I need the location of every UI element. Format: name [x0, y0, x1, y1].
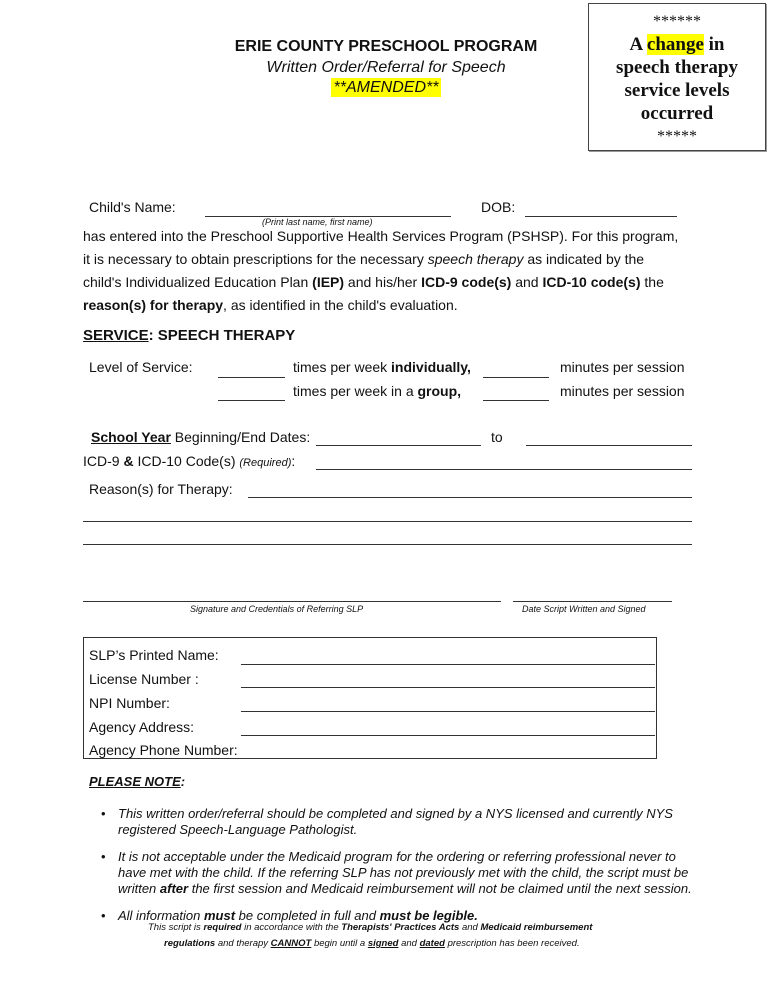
group-minutes-label: minutes per session [560, 383, 685, 399]
reason-field-2[interactable] [83, 521, 692, 522]
intro-line: child's Individualized Education Plan (IEP) and his/her ICD-9 code(s) and ICD-10 code(s) the [83, 274, 664, 290]
individual-minutes-label: minutes per session [560, 359, 685, 375]
reason-field-1[interactable] [248, 497, 692, 498]
school-year-label: School Year Beginning/End Dates: [91, 429, 311, 445]
dob-field[interactable] [525, 216, 677, 217]
note-medicaid: It is not acceptable under the Medicaid program for the ordering or referring professional never to have met with the child. If the referring SLP has not previously met with the child, the script must be written after the first session and Medicaid reimbursement will not be claimed until the next session. [118, 849, 692, 896]
footer-line-2: regulations and therapy CANNOT begin until a signed and dated prescription has been received. [164, 938, 580, 949]
license-number-label: License Number : [89, 671, 199, 687]
level-of-service-label: Level of Service: [89, 359, 193, 375]
notice-highlight: change [646, 34, 704, 55]
notice-text: in [703, 34, 725, 55]
intro-line: has entered into the Preschool Supportive Health Services Program (PSHSP). For this program, [83, 228, 679, 244]
bullet-icon: • [101, 849, 106, 864]
stars-bottom: ***** [657, 128, 697, 145]
school-year-start-field[interactable] [316, 445, 481, 446]
individual-minutes-field[interactable] [483, 377, 549, 378]
reason-label: Reason(s) for Therapy: [89, 481, 233, 497]
note-licensed-slp: This written order/referral should be completed and signed by a NYS licensed and currently NYS registered Speech-Language Pathologist. [118, 806, 673, 837]
group-times-field[interactable] [218, 400, 285, 401]
intro-line: reason(s) for therapy, as identified in the child's evaluation. [83, 297, 458, 313]
npi-number-label: NPI Number: [89, 695, 170, 711]
slp-name-label: SLP’s Printed Name: [89, 647, 219, 663]
please-note-heading: PLEASE NOTE: [89, 774, 186, 789]
notice-text: A [629, 34, 647, 55]
amended-text: **AMENDED** [331, 78, 442, 97]
date-signed-field[interactable] [513, 601, 672, 602]
icd-codes-field[interactable] [316, 469, 692, 470]
signature-caption: Signature and Credentials of Referring SLP [190, 604, 364, 614]
signature-field[interactable] [83, 601, 501, 602]
intro-paragraph [83, 225, 678, 317]
school-year-end-field[interactable] [526, 445, 692, 446]
notice-line2: speech therapy [616, 57, 738, 78]
slp-name-field[interactable] [241, 664, 655, 665]
bullet-icon: • [101, 806, 106, 821]
intro-line: it is necessary to obtain prescriptions for the necessary speech therapy as indicated by the [83, 251, 645, 267]
group-label: times per week in a group, [293, 383, 462, 399]
change-notice-box [588, 3, 766, 151]
footer-line-1: This script is required in accordance with the Therapists' Practices Acts and Medicaid reimbursement [148, 922, 593, 933]
service-heading: SERVICE: SPEECH THERAPY [83, 327, 296, 344]
notice-line3: service levels [624, 80, 730, 101]
agency-address-label: Agency Address: [89, 719, 195, 735]
individual-label: times per week individually, [293, 359, 471, 375]
bullet-icon: • [101, 908, 106, 923]
child-name-label: Child's Name: [89, 199, 176, 215]
reason-field-3[interactable] [83, 544, 692, 545]
form-subtitle: Written Order/Referral for Speech [266, 59, 506, 76]
stars-top: ****** [653, 13, 701, 30]
form-title: ERIE COUNTY PRESCHOOL PROGRAM [234, 38, 538, 55]
group-minutes-field[interactable] [483, 400, 549, 401]
agency-address-field[interactable] [241, 735, 655, 736]
individual-times-field[interactable] [218, 377, 285, 378]
npi-number-field[interactable] [241, 711, 655, 712]
license-number-field[interactable] [241, 687, 655, 688]
notice-line1 [589, 33, 765, 56]
to-label: to [491, 429, 503, 445]
agency-phone-label: Agency Phone Number: [89, 742, 238, 758]
icd-label: ICD-9 & ICD-10 Code(s) (Required): [83, 453, 296, 469]
date-caption: Date Script Written and Signed [522, 604, 646, 614]
notice-line4: occurred [640, 103, 714, 124]
note-legible: All information must be completed in full and must be legible. [118, 908, 478, 923]
dob-label: DOB: [481, 199, 516, 215]
child-name-caption: (Print last name, first name) [262, 217, 373, 227]
